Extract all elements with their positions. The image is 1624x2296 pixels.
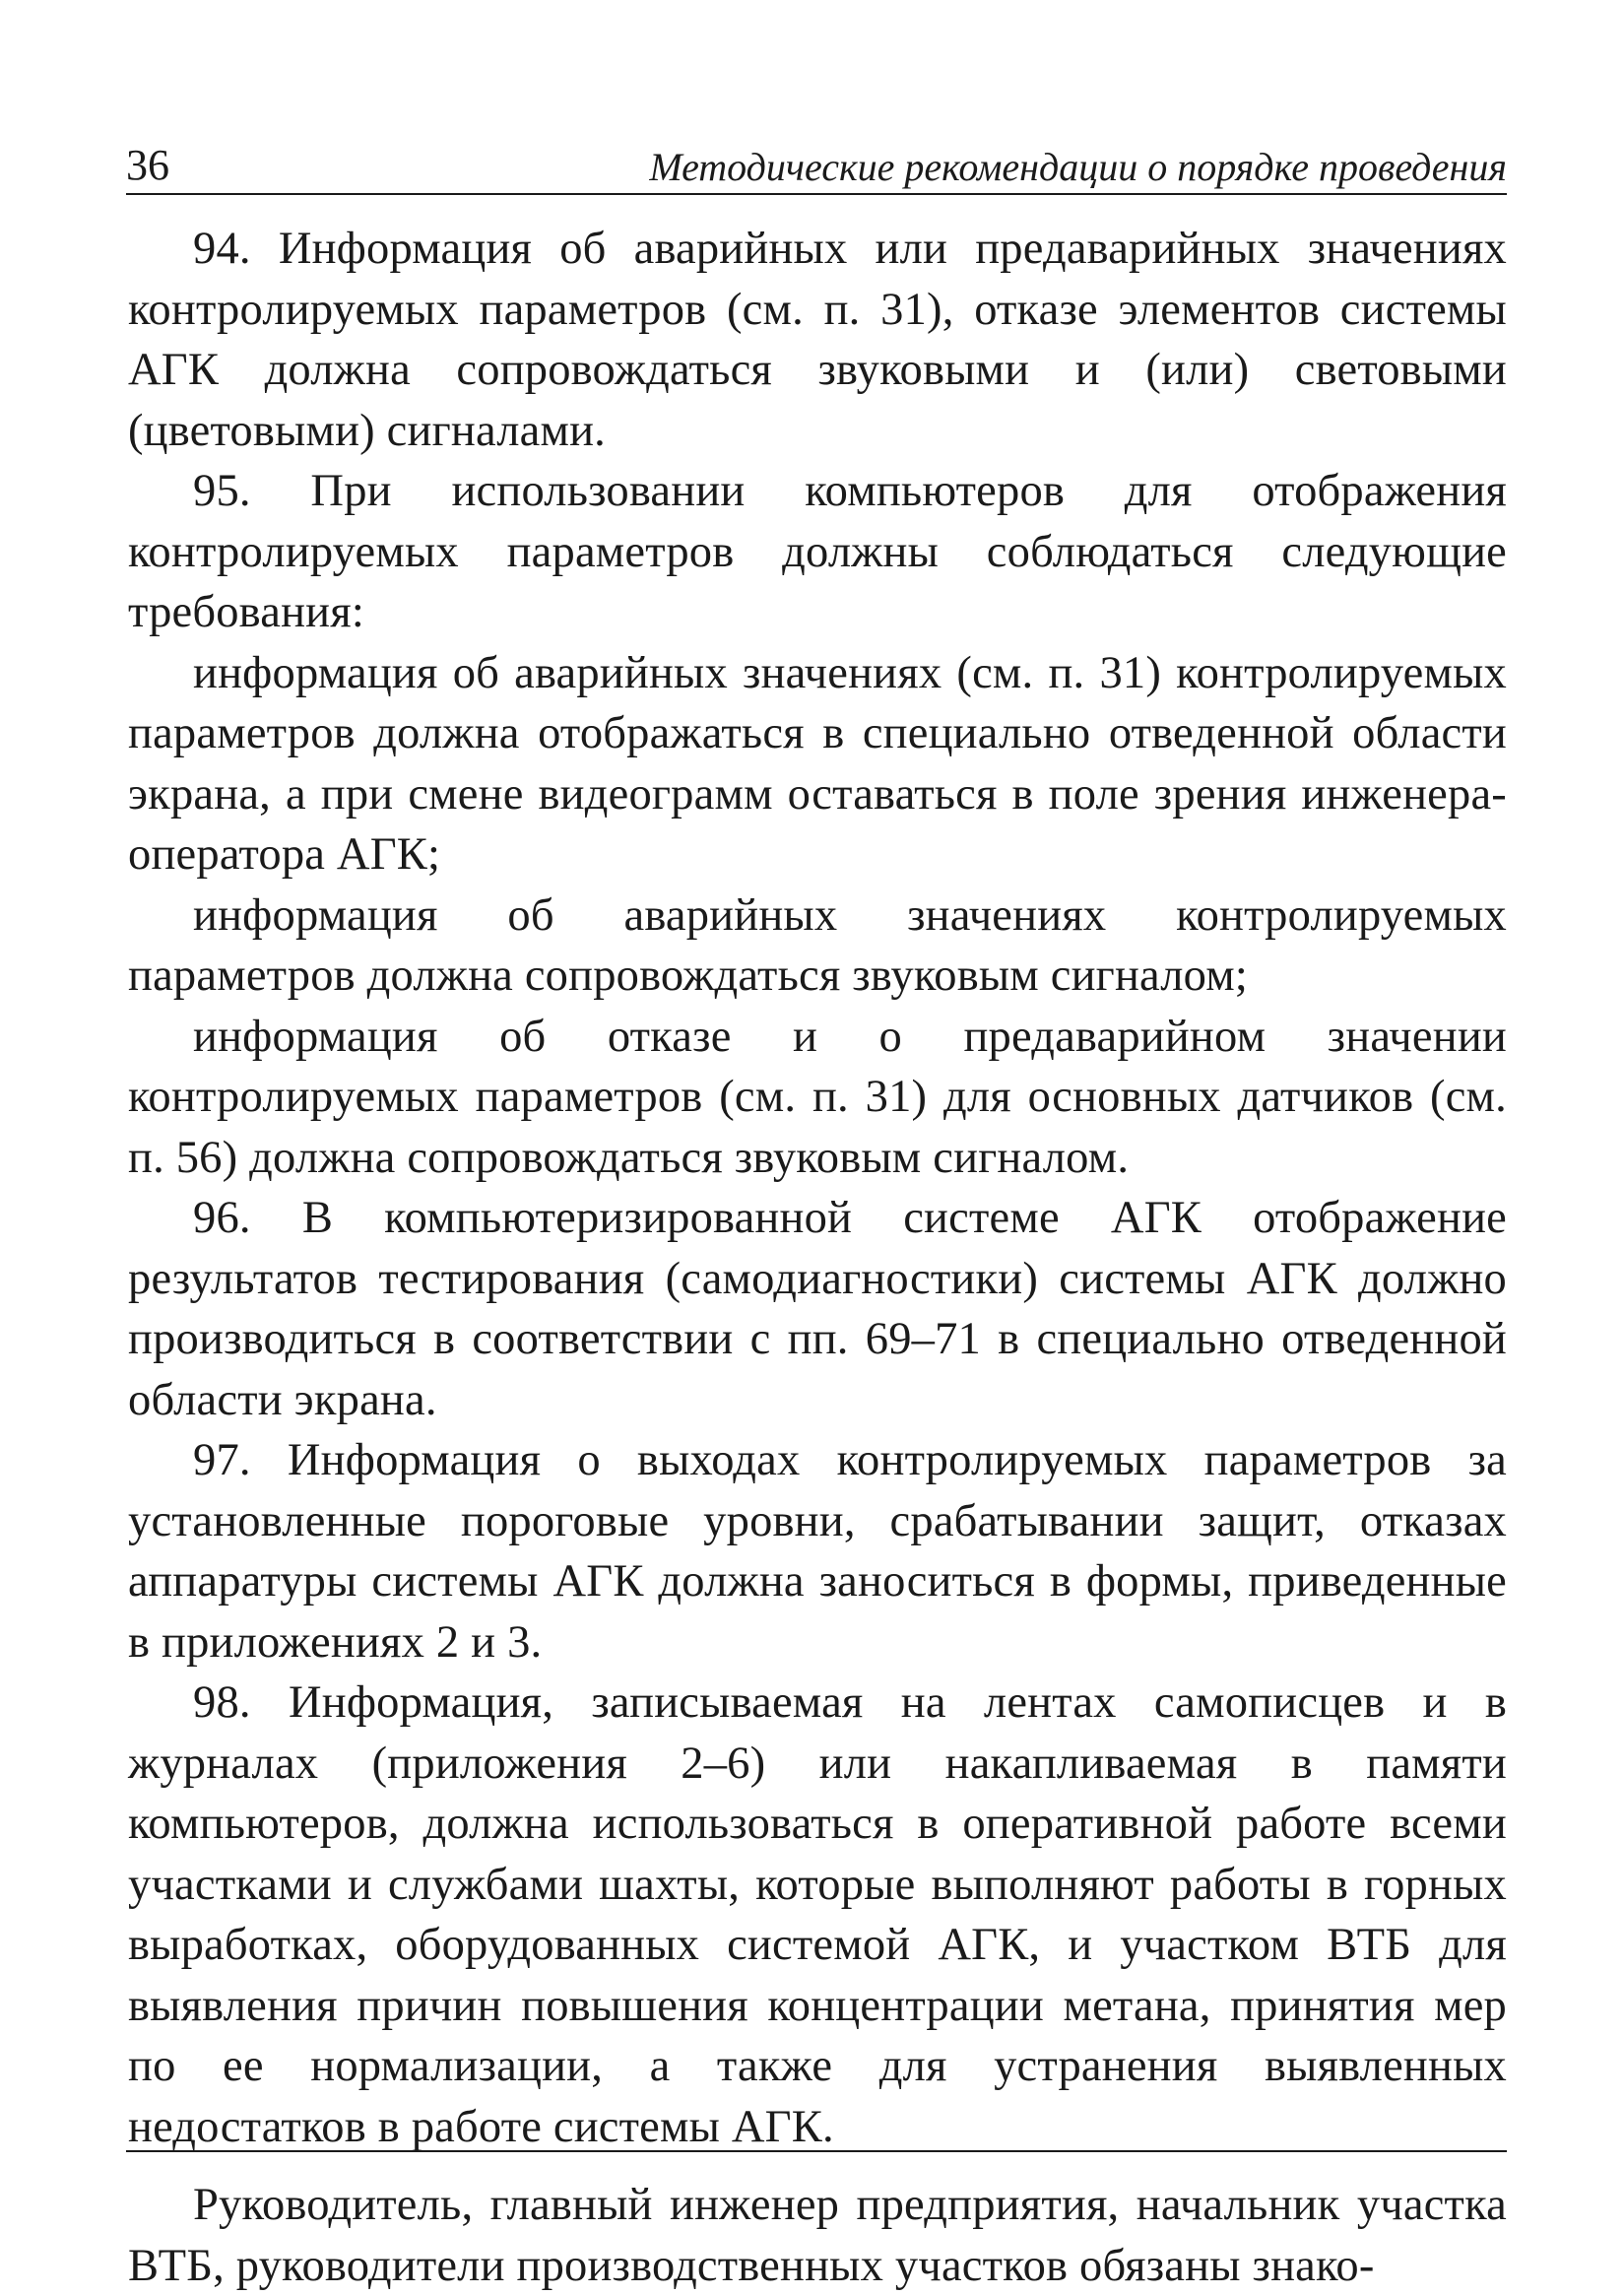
paragraph-continuation: Руководитель, главный инженер предприятия, начальник участка ВТБ, руководители производственных участков обязаны знако-: [128, 2180, 1507, 2291]
paragraph-95-item-3: информация об отказе и о предаварийном значении контролируемых параметров (см. п. 31) для основных датчиков (см. п. 56) должна сопровождаться звуковым сигналом.: [128, 1011, 1507, 1183]
bottom-rule: [126, 2150, 1507, 2152]
running-title: Методические рекомендации о порядке проведения: [649, 145, 1507, 189]
page-number: 36: [126, 141, 169, 189]
body-text: [128, 219, 1507, 2296]
paragraph-95-item-2: информация об аварийных значениях контролируемых параметров должна сопровождаться звуковым сигналом;: [128, 889, 1507, 1001]
paragraph-95: 95. При использовании компьютеров для отображения контролируемых параметров должны соблюдаться следующие требования:: [128, 466, 1507, 637]
paragraph-96: 96. В компьютеризированной системе АГК отображение результатов тестирования (самодиагностики) системы АГК должно производиться в соответствии с пп. 69–71 в специально отведенной области экрана.: [128, 1193, 1507, 1425]
paragraph-98: 98. Информация, записываемая на лентах самописцев и в журналах (приложения 2–6) или накапливаемая в памяти компьютеров, должна использоваться в оперативной работе всеми участками и службами шахты, которые выполняют работы в горных выработках, оборудованных системой АГК, и участком ВТБ для выявления причин повышения концентрации метана, принятия мер по ее нормализации, а также для устранения выявленных недостатков в работе системы АГК.: [128, 1677, 1507, 2152]
paragraph-94: 94. Информация об аварийных или предаварийных значениях контролируемых параметров (см. п. 31), отказе элементов системы АГК должна сопровождаться звуковыми и (или) световыми (цветовыми) сигналами.: [128, 224, 1507, 456]
paragraph-95-item-1: информация об аварийных значениях (см. п. 31) контролируемых параметров должна отображаться в специально отведенной области экрана, а при смене видеограмм оставаться в поле зрения инженера-оператора АГК;: [128, 647, 1507, 880]
paragraph-97: 97. Информация о выходах контролируемых параметров за установленные пороговые уровни, срабатывании защит, отказах аппаратуры системы АГК должна заноситься в формы, приведенные в приложениях 2 и 3.: [128, 1435, 1507, 1668]
running-header: [126, 136, 1507, 195]
